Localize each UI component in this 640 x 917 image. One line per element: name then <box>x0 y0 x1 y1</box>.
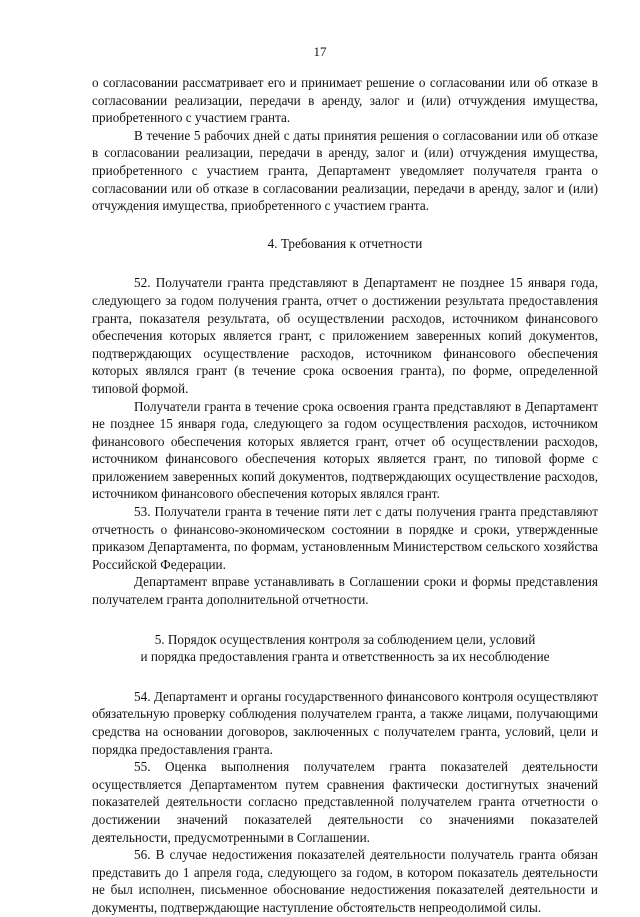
section-5-heading <box>92 631 598 666</box>
paragraph-53: 53. Получатели гранта в течение пяти лет с даты получения гранта представляют отчетность о финансово-экономическом состоянии в порядке и сроки, утвержденные приказом Департамента, по формам, установленным Министерством сельского хозяйства Российской Федерации. <box>92 504 598 572</box>
document-body <box>92 74 598 917</box>
paragraph-52: 52. Получатели гранта представляют в Департамент не позднее 15 января года, следующего за годом получения гранта, отчет о достижении результата предоставления гранта, показателя результата, об осуществлении расходов, источником финансового обеспечения которых является грант, с приложением заверенных копий документов, подтверждающих осуществление расходов, источником финансового обеспечения которых являлся грант (в течение срока освоения гранта), по форме, определенной типовой формой. <box>92 275 598 396</box>
paragraph-continuation: о согласовании рассматривает его и принимает решение о согласовании или об отказе в согласовании реализации, передачи в аренду, залог и (или) отчуждения имущества, приобретенного с участием гранта. <box>92 75 598 126</box>
section-5-heading-line-1: 5. Порядок осуществления контроля за соблюдением цели, условий <box>154 631 536 647</box>
paragraph-53-continued: Департамент вправе устанавливать в Соглашении сроки и формы представления получателем гранта дополнительной отчетности. <box>92 574 598 608</box>
paragraph-notification: В течение 5 рабочих дней с даты принятия решения о согласовании или об отказе в согласовании реализации, передачи в аренду, залог и (или) отчуждения имущества, приобретенного с участием гранта, Департамент уведомляет получателя гранта о согласовании или об отказе в согласовании реализации, передачи в аренду, залог и (или) отчуждения имущества, приобретенного с участием гранта. <box>92 127 598 214</box>
page-number: 17 <box>313 44 327 59</box>
paragraph-52-continued: Получатели гранта в течение срока освоения гранта представляют в Департамент не позднее 15 января года, следующего за годом осуществления расходов, источником финансового обеспечения которых является грант, отчет об осуществлении расходов, источником финансового обеспечения которых является грант, по типовой форме с приложением заверенных копий документов, подтверждающих осуществление расходов, источником финансового обеспечения которых являлся грант. <box>92 398 598 502</box>
paragraph-56: 56. В случае недостижения показателей деятельности получатель гранта обязан представить до 1 апреля года, следующего за годом, в котором показатель деятельности не был исполнен, письменное обоснование недостижения показателей деятельности и документы, подтверждающие наступление обстоятельств непреодолимой силы. <box>92 847 598 915</box>
section-4-heading: 4. Требования к отчетности <box>267 235 423 251</box>
section-5-heading-line-2: и порядка предоставления гранта и ответственность за их несоблюдение <box>140 649 550 665</box>
paragraph-54: 54. Департамент и органы государственного финансового контроля осуществляют обязательную проверку соблюдения получателем гранта, а также лицами, получающими средства на основании договоров, заключенных с получателем гранта, условий, цели и порядка предоставления гранта. <box>92 688 598 757</box>
paragraph-55: 55. Оценка выполнения получателем гранта показателей деятельности осуществляется Департаментом путем сравнения фактически достигнутых значений показателей деятельности согласно представленной получателем гранта отчетности о достижении значений показателей деятельности со значениями показателей деятельности, предусмотренными в Соглашении. <box>92 759 598 845</box>
